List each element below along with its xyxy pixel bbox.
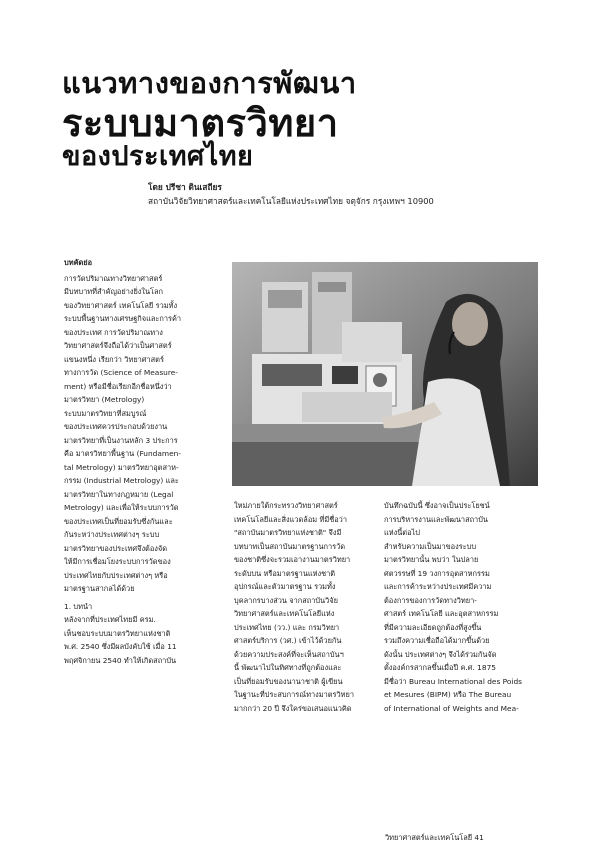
section-paragraph-intro: หลังจากที่ประเทศไทยมี ครม. เห็นชอบระบบมาตรวิทยาแห่งชาติ พ.ศ. 2540 ซึ่งมีผลบังคับใช้ เมื่อ 11 พฤศจิกายน 2540 ทำให้เกิดสถาบัน — [64, 615, 177, 665]
middle-column-text: ใหม่ภายใต้กระทรวงวิทยาศาสตร์ เทคโนโลยีและสิ่งแวดล้อม ที่มีชื่อว่า "สถาบันมาตรวิทยาแห่งชาติ" จึงมี บทบาทเป็นสถาบันมาตรฐานการวัด ของชาติซึ่งจะรวมเอางานมาตรวิทยา ระดับบน หรือมาตรฐานแห่งชาติ อุปกรณ์และตัวมาตรฐาน รวมทั้ง บุคลากรบางส่วน จากสถาบันวิจัย วิทยาศาสตร์และเทคโนโลยีแห่ง ประเทศไทย (วว.) และ กรมวิทยา ศาสตร์บริการ (วศ.) เข้าไว้ด้วยกัน ด้วยความประสงค์ที่จะเห็นสถาบันฯ นี้ พัฒนาไปในทิศทางที่ถูกต้องและ เป็นที่ยอมรับของนานาชาติ ผู้เขียน ในฐานะที่ประสบการณ์ทางมาตรวิทยา มากกว่า 20 ปี จึงใคร่ขอเสนอแนวคิด — [234, 501, 354, 713]
page-footer: วิทยาศาสตร์และเทคโนโลยี 41 — [385, 833, 484, 842]
right-column-text: บันทึกฉบับนี้ ซึ่งอาจเป็นประโยชน์ การบริหารงานและพัฒนาสถาบัน แห่งนี้ต่อไป สำหรับความเป็นมาของระบบ มาตรวิทยานั้น พบว่า ในปลาย ศตวรรษที่ 19 วงการอุตสาหกรรม และการค้าระหว่างประเทศมีความ ต้องการของการวัดทางวิทยา- ศาสตร์ เทคโนโลยี และอุตสาหกรรม ที่มีความละเอียดถูกต้องที่สูงขึ้น รวมถึงความเชื่อถือได้มากขึ้นด้วย ดังนั้น ประเทศต่างๆ จึงได้ร่วมกันจัด ตั้งองค์กรสากลขึ้นเมื่อปี ค.ศ. 1875 มีชื่อว่า Bureau International des Poids et Mesures (BIPM) หรือ The Bureau of International of Weights and Mea- — [384, 501, 522, 713]
middle-column — [234, 499, 366, 799]
section-heading-intro: 1. บทนำ — [64, 601, 93, 611]
title-line-3: ของประเทศไทย — [62, 141, 254, 172]
abstract-paragraph-1: การวัดปริมาณทางวิทยาศาสตร์ มีบทบาทที่สำคัญอย่างยิ่งในโลก ของวิทยาศาสตร์ เทคโนโลยี รวมทั้ง ระบบพื้นฐานทางเศรษฐกิจและการค้า ของประเทศ การวัดปริมาณทาง วิทยาศาสตร์จึงถือได้ว่าเป็นศาสตร์ แขนงหนึ่ง เรียกว่า วิทยาศาสตร์ ทางการวัด (Science of Measure- ment) หรือมีชื่อเรียกอีกชื่อหนึ่งว่า มาตรวิทยา (Metrology) — [64, 273, 182, 404]
affiliation: สถาบันวิจัยวิทยาศาสตร์และเทคโนโลยีแห่งประเทศไทย จตุจักร กรุงเทพฯ 10900 — [148, 196, 434, 206]
title-line-2: ระบบมาตรวิทยา — [62, 101, 339, 145]
abstract-paragraph-2: ระบบมาตรวิทยาที่สมบูรณ์ ของประเทศควรประกอบด้วยงาน มาตรวิทยาที่เป็นงานหลัก 3 ประการ คือ มาตรวิทยาพื้นฐาน (Fundamen- tal Metrology) มาตรวิทยาอุตสาห- กรรม (Industrial Metrology) และ มาตรวิทยาในทางกฎหมาย (Legal Metrology) และเพื่อให้ระบบการวัด ของประเทศเป็นที่ยอมรับซึ่งกันและ กันระหว่างประเทศต่างๆ ระบบ มาตรวิทยาของประเทศจึงต้องจัด ให้มีการเชื่อมโยงระบบการวัดของ ประเทศไทยกับประเทศต่างๆ หรือ มาตรฐานสากลได้ด้วย — [64, 408, 181, 593]
laboratory-photo — [232, 262, 538, 486]
title-line-1: แนวทางของการพัฒนา — [62, 66, 357, 100]
left-column — [64, 256, 214, 836]
right-column — [384, 499, 534, 819]
abstract-heading: บทคัดย่อ — [64, 258, 93, 267]
author: โดย ปรีชา ดินเสถียร — [148, 182, 222, 192]
